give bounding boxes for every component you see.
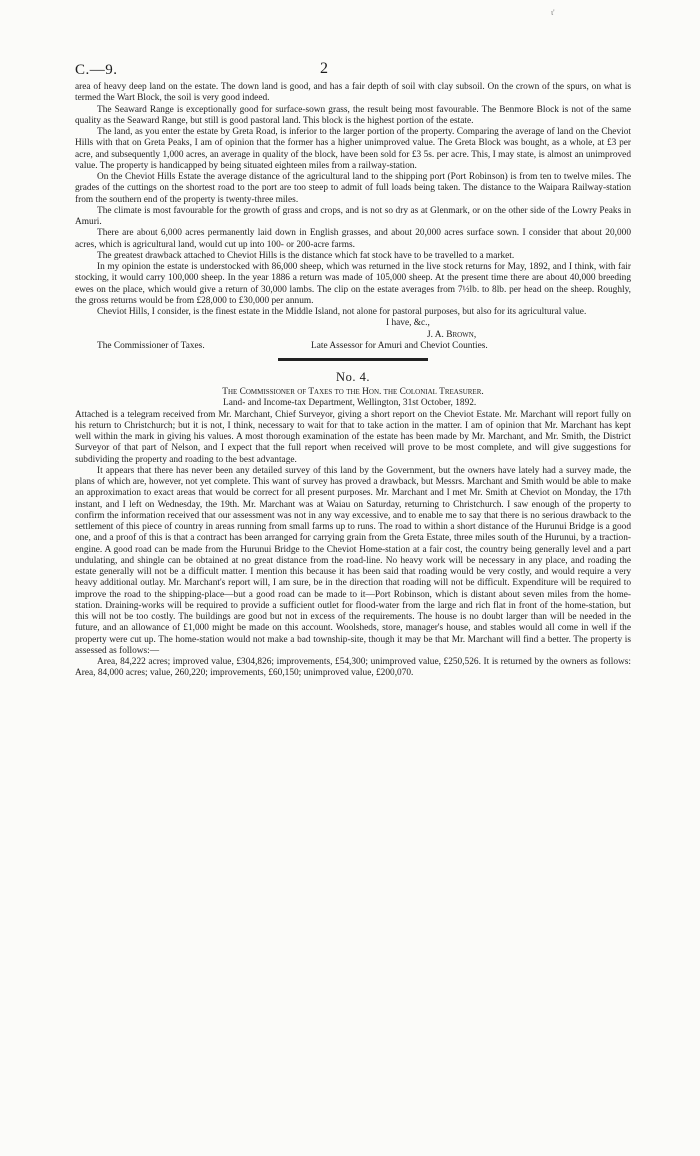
- document-reference: C.—9.: [75, 62, 118, 78]
- section-divider: [278, 358, 428, 361]
- paragraph: The greatest drawback attached to Cheviot Hills is the distance which fat stock have to be travelled to a market.: [97, 250, 515, 261]
- letter-brown: [75, 82, 631, 318]
- letter-number: No. 4.: [336, 370, 370, 384]
- closing-phrase: I have, &c.,: [386, 318, 430, 329]
- document-page: [75, 8, 631, 680]
- paragraph: In my opinion the estate is understocked with 86,000 sheep, which was returned in the live stock returns for May, 1892, and I think, with fair stocking, it would carry 100,000 sheep. In the year 1886 a return was made of 105,000 sheep. At the present time there are about 40,000 breeding ewes on the place, which would give a return of 30,000 lambs. The clip on the estate averages from 7½lb. to 8lb. per head on the sheep. Roughly, the gross returns would be from £28,000 to £30,000 per annum.: [75, 262, 631, 306]
- corner-mark: ι': [551, 8, 555, 17]
- signature-closing-row: [75, 318, 631, 329]
- paragraph: Cheviot Hills, I consider, is the finest estate in the Middle Island, not alone for pastoral purposes, but also for its agricultural value.: [97, 307, 587, 317]
- paragraph: It appears that there has never been any detailed survey of this land by the Government, but the owners have lately had a survey made, the plans of which are, however, not yet complete. This want of survey has proved a drawback, but Messrs. Marchant and Smith would be able to make an approximation to exact areas that would be correct for all present purposes. Mr. Marchant and I met Mr. Smith at Cheviot on Monday, the 17th instant, and I left on Wednesday, the 19th. Mr. Marchant was at Waiau on Saturday, returning to Christchurch. I saw enough of the property to confirm the information received that our assessment was not in any way excessive, and to enable me to say that there is no serious drawback to the settlement of this piece of country in areas running from small farms up to runs. The road to within a short distance of the Hurunui Bridge is a good one, and a proof of this is that a contract has been arranged for carrying grain from the Greta Estate, three miles south of the Hurunui, by a traction-engine. A good road can be made from the Hurunui Bridge to the Cheviot Home-station at a fair cost, the country being generally level and a part undulating, and shingle can be obtained at no great distance from the road-line. No heavy work will be necessary in any place, and roading the estate generally will not be a difficult matter. I mention this because it has been said that roading would be very costly, and would require a very heavy additional outlay. Mr. Marchant's report will, I am sure, be in the direction that roading will not be difficult. Expenditure will be required to improve the road to the shipping-place—but a good road can be made to it—Port Robinson, which is distant about seven miles from the home-station. Draining-works will be required to provide a sufficient outlet for flood-water from the large and rich flat in front of the home-station, but this will not be too costly. The buildings are good but not in excess of the requirements. The house is no doubt larger than will be needed in the future, and an allowance of £1,000 might be made on this account. Woolsheds, store, manager's house, and stables would all come in well if the property were cut up. The home-station would not make a bad township-site, though it may be that Mr. Marchant will find a better. The property is assessed as follows:—: [75, 465, 631, 656]
- paragraph: The land, as you enter the estate by Greta Road, is inferior to the larger portion of the property. Comparing the average of land on the Cheviot Hills with that on Greta Peaks, I am of opinion that the former has a higher unimproved value. The Greta Block was bought, as a whole, at £3 per acre, and subsequently 1,000 acres, an average in quality of the block, have been sold for £3 5s. per acre. This, I may state, is almost an unimproved value. The property is handicapped by being situated eighteen miles from a railway-station.: [75, 127, 631, 171]
- paragraph: There are about 6,000 acres permanently laid down in English grasses, and about 20,000 acres surface sown. I consider that about 20,000 acres, which is agricultural land, would cut up into 100- or 200-acre farms.: [75, 228, 631, 250]
- paragraph: Area, 84,222 acres; improved value, £304,826; improvements, £54,300; unimproved value, £250,526. It is returned by the owners as follows: Area, 84,000 acres; value, 260,220; improvements, £60,150; unimproved value, £200,070.: [75, 657, 631, 679]
- letter-dateline: Land- and Income-tax Department, Wellington, 31st October, 1892.: [223, 398, 477, 409]
- paragraph: The climate is most favourable for the growth of grass and crops, and is not so dry as at Glenmark, or on the other side of the Lowry Peaks in Amuri.: [75, 205, 631, 227]
- page-number: 2: [320, 60, 328, 77]
- page-header: [75, 8, 631, 82]
- paragraph: Attached is a telegram received from Mr. Marchant, Chief Surveyor, giving a short report on the Cheviot Estate. Mr. Marchant will report fully on his return to Christchurch; but it is not, I think, necessary to wait for that to take action in the matter. I am of opinion that Mr. Marchant has kept well within the mark in giving his values. A most thorough examination of the estate has been made by Mr. Marchant, and Mr. Smith, the District Surveyor of that part of Nelson, and I expect that the full report when received will prove to be most complete, and will give suggestions for subdividing the property and roading to the best advantage.: [75, 409, 631, 465]
- letter-heading: The Commissioner of Taxes to the Hon. the Colonial Treasurer.: [222, 387, 484, 397]
- paragraph: On the Cheviot Hills Estate the average distance of the agricultural land to the shipping port (Port Robinson) is from ten to twelve miles. The grades of the cuttings on the shortest road to the port are too steep to admit of full loads being taken. The distance to the Waipara Railway-station from the southern end of the property is twenty-three miles.: [75, 172, 631, 205]
- paragraph: The Seaward Range is exceptionally good for surface-sown grass, the result being most favourable. The Benmore Block is not of the same quality as the Seaward Range, but still is good pastoral land. This block is the highest portion of the estate.: [75, 104, 631, 126]
- letter-recipient: The Commissioner of Taxes.: [97, 340, 205, 351]
- paragraph: area of heavy deep land on the estate. The down land is good, and has a fair depth of soil with clay subsoil. On the crown of the spurs, on what is termed the Wart Block, the soil is very good indeed.: [75, 82, 631, 104]
- signature-title-row: [75, 341, 631, 352]
- signer-name: J. A. Brown,: [427, 329, 477, 340]
- signer-title: Late Assessor for Amuri and Cheviot Counties.: [311, 340, 488, 351]
- letter-commissioner: [75, 410, 631, 680]
- signature-name-row: [75, 330, 631, 341]
